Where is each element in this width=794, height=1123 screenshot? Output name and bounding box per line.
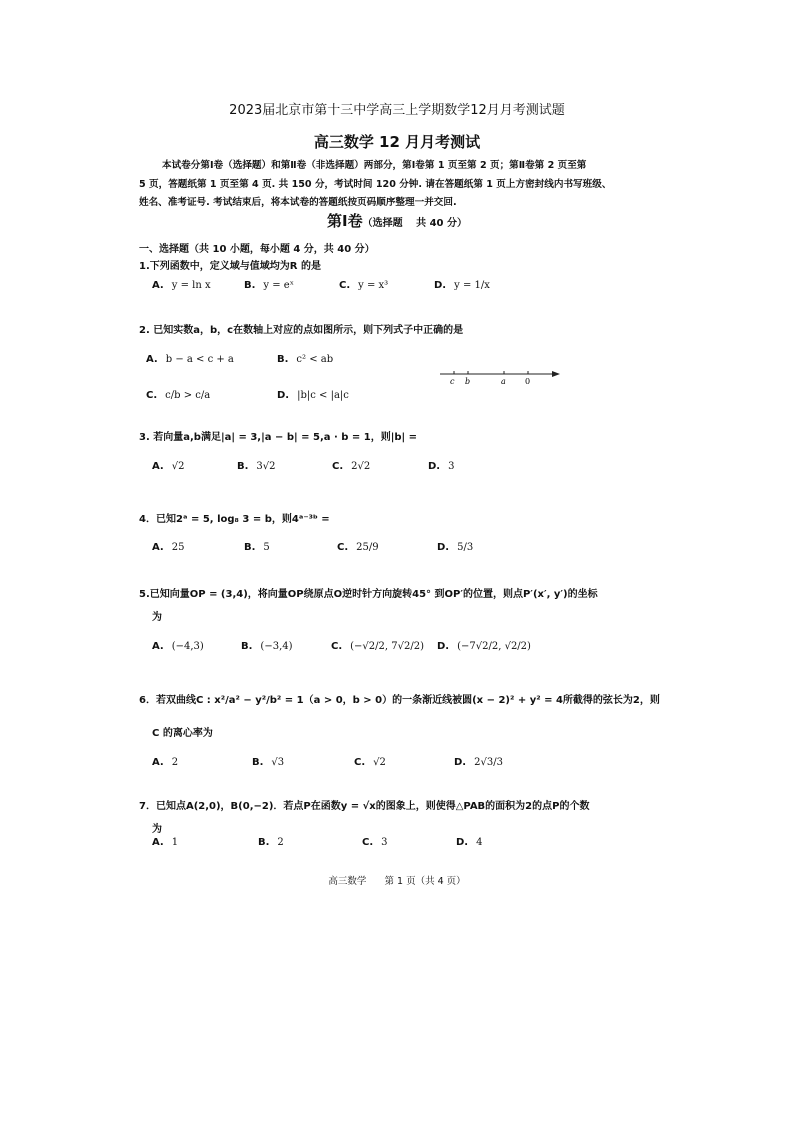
q4-option-a: A. 25: [152, 542, 185, 553]
section-title-main: 第Ⅰ卷: [327, 212, 363, 230]
q3-option-b: B. 3√2: [237, 461, 276, 472]
question-3-stem: 3. 若向量a,b满足|a| = 3,|a − b| = 5,a · b = 1，则|b| =: [139, 432, 418, 443]
q6-option-b: B. √3: [252, 757, 285, 768]
exam-title: 高三数学 12 月月考测试: [313, 133, 481, 151]
question-1-stem: 1.下列函数中，定义域与值域均为R 的是: [139, 261, 321, 272]
q6-option-c: C. √2: [354, 757, 386, 768]
question-5-stem-line-2: 为: [152, 612, 162, 623]
number-line-figure: [436, 362, 566, 386]
label-0: 0: [525, 377, 531, 386]
label-a: a: [501, 377, 506, 386]
section-title: [0, 210, 794, 231]
q1-option-c: C. y = x³: [339, 280, 389, 291]
number-line-arrow: [552, 371, 560, 377]
q2-option-b: B. c² < ab: [277, 354, 334, 365]
question-2-stem: 2. 已知实数a，b，c在数轴上对应的点如图所示，则下列式子中正确的是: [139, 325, 464, 336]
footer-subject: 高三数学: [328, 876, 367, 887]
q7-option-d: D. 4: [456, 837, 483, 848]
q6-option-d: D. 2√3/3: [454, 757, 503, 768]
q5-option-d: D. (−7√2/2, √2/2): [437, 641, 531, 652]
q5-option-b: B. (−3,4): [241, 641, 293, 652]
part-heading: 一、选择题（共 10 小题，每小题 4 分，共 40 分）: [139, 244, 375, 255]
page-footer: [0, 873, 794, 887]
label-c: c: [450, 377, 455, 386]
q5-option-a: A. (−4,3): [152, 641, 204, 652]
q7-option-b: B. 2: [258, 837, 284, 848]
question-6-stem-line-2: C 的离心率为: [152, 728, 213, 739]
footer-page-number: 第 1 页（共 4 页）: [384, 876, 466, 887]
q3-option-a: A. √2: [152, 461, 185, 472]
q5-option-c: C. (−√2/2, 7√2/2): [331, 641, 424, 652]
label-b: b: [465, 377, 471, 386]
q3-option-c: C. 2√2: [332, 461, 371, 472]
q2-option-c: C. c/b > c/a: [146, 390, 211, 401]
q3-option-d: D. 3: [428, 461, 455, 472]
question-5-stem-line-1: 5.已知向量OP = (3,4)，将向量OP绕原点O逆时针方向旋转45° 到OP′的位置，则点P′(x′, y′)的坐标: [139, 589, 598, 600]
intro-line-1: 本试卷分第Ⅰ卷（选择题）和第Ⅱ卷（非选择题）两部分，第Ⅰ卷第 1 页至第 2 页；第Ⅱ卷第 2 页至第: [162, 160, 587, 171]
q1-option-b: B. y = eˣ: [244, 280, 294, 291]
question-4-stem: 4．已知2ᵃ = 5, log₈ 3 = b，则4ᵃ⁻³ᵇ =: [139, 514, 330, 525]
q1-option-a: A. y = ln x: [152, 280, 211, 291]
document-title: 2023届北京市第十三中学高三上学期数学12月月考测试题: [229, 103, 565, 118]
question-6-stem-line-1: 6．若双曲线C : x²/a² − y²/b² = 1（a > 0，b > 0）的一条渐近线被圆(x − 2)² + y² = 4所截得的弦长为2，则: [139, 695, 660, 706]
question-7-stem-line-2: 为: [152, 824, 162, 835]
q4-option-b: B. 5: [244, 542, 270, 553]
q2-option-d: D. |b|c < |a|c: [277, 390, 349, 401]
q7-option-a: A. 1: [152, 837, 179, 848]
q2-option-a: A. b − a < c + a: [146, 354, 234, 365]
q4-option-c: C. 25/9: [337, 542, 379, 553]
q1-option-d: D. y = 1/x: [434, 280, 490, 291]
intro-line-2: 5 页，答题纸第 1 页至第 4 页. 共 150 分，考试时间 120 分钟. 请在答题纸第 1 页上方密封线内书写班级、: [139, 179, 612, 190]
q6-option-a: A. 2: [152, 757, 179, 768]
q4-option-d: D. 5/3: [437, 542, 474, 553]
intro-line-3: 姓名、准考证号. 考试结束后，将本试卷的答题纸按页码顺序整理一并交回.: [139, 197, 457, 208]
q7-option-c: C. 3: [362, 837, 388, 848]
question-7-stem-line-1: 7．已知点A(2,0)，B(0,−2)．若点P在函数y = √x的图象上，则使得△PAB的面积为2的点P的个数: [139, 801, 590, 812]
section-title-sub: （选择题 共 40 分）: [362, 218, 467, 229]
